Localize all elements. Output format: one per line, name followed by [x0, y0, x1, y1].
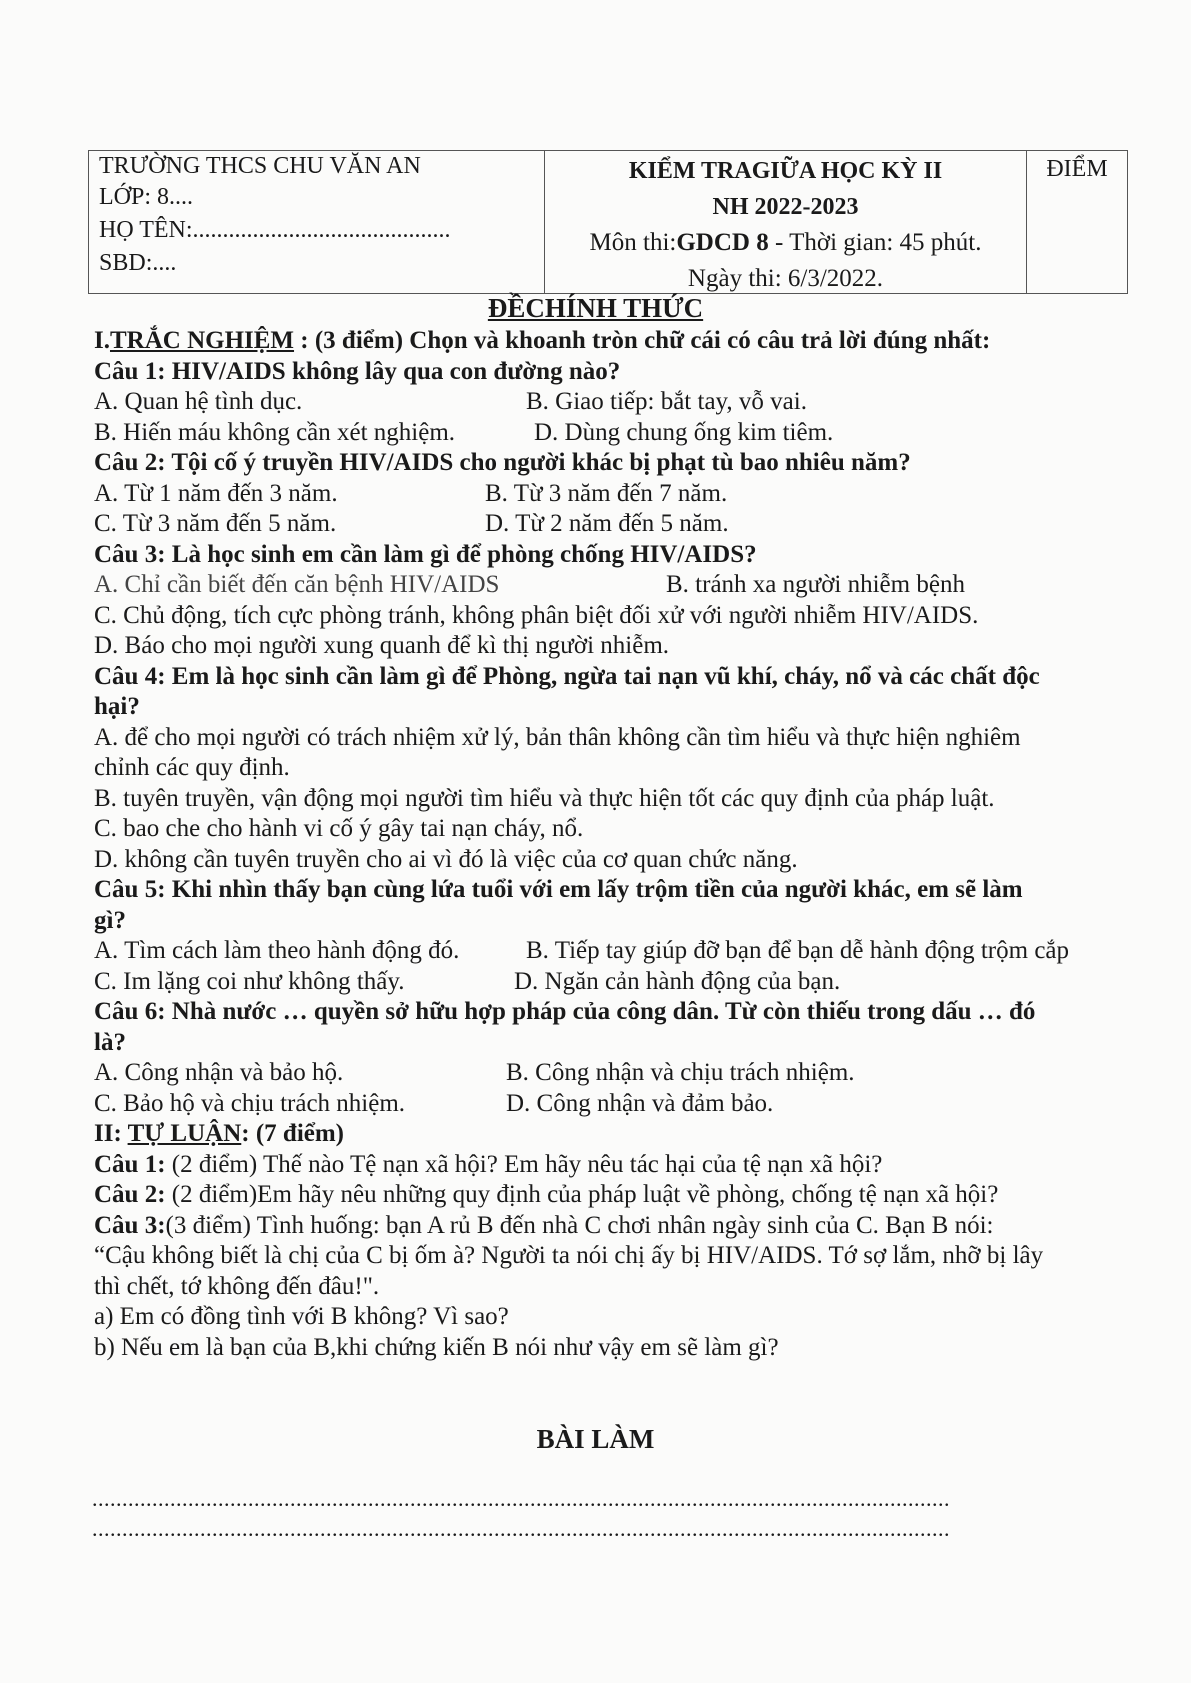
essay-q1-label: Câu 1:	[94, 1150, 166, 1178]
subject-prefix: Môn thi:	[589, 229, 677, 256]
q1-option-c: B. Hiến máu không cần xét nghiệm.	[94, 418, 456, 446]
q5-options-row-1	[94, 936, 1134, 967]
q4-option-b: B. tuyên truyền, vận động mọi người tìm hiểu và thực hiện tốt các quy định của pháp luật.	[94, 784, 995, 812]
q3-option-b: B. tránh xa người nhiễm bệnh	[666, 571, 965, 598]
q1-option-d: D. Dùng chung ống kim tiêm.	[534, 418, 834, 446]
essay-question-3-line-3: thì chết, tớ không đến đâu!".	[94, 1272, 380, 1300]
question-1: Câu 1: HIV/AIDS không lây qua con đường nào?	[94, 357, 621, 385]
essay-question-3-line-1	[94, 1211, 1134, 1242]
q1-option-b: B. Giao tiếp: bắt tay, vỗ vai.	[526, 388, 807, 415]
student-info-cell	[89, 151, 545, 293]
essay-question-1	[94, 1150, 1134, 1181]
essay-q1-text: (2 điểm) Thế nào Tệ nạn xã hội? Em hãy nêu tác hại của tệ nạn xã hội?	[165, 1150, 883, 1178]
name-field: HỌ TÊN:...........................................	[99, 217, 451, 243]
q4-option-c: C. bao che cho hành vi cố ý gây tai nạn cháy, nổ.	[94, 815, 584, 842]
exam-duration: - Thời gian: 45 phút.	[768, 229, 982, 256]
exam-header-table	[88, 150, 1128, 294]
section-1-prefix: I.	[94, 327, 110, 354]
section-2-heading	[94, 1119, 1134, 1150]
essay-q2-text: (2 điểm)Em hãy nêu những quy định của pháp luật về phòng, chống tệ nạn xã hội?	[165, 1181, 999, 1208]
essay-question-2	[94, 1180, 1134, 1211]
document-title: ĐỀCHÍNH THỨC	[487, 293, 704, 323]
essay-q2-label: Câu 2:	[94, 1181, 166, 1208]
q6-options-row-2	[94, 1089, 1134, 1120]
q6-options-row-1	[94, 1058, 1134, 1089]
school-name: TRƯỜNG THCS CHU VĂN AN	[99, 153, 421, 179]
essay-q3-label: Câu 3:	[94, 1211, 166, 1239]
answer-line-1[interactable]: ...............................................................................................................................................	[92, 1486, 950, 1511]
q4-option-d: D. không cần tuyên truyền cho ai vì đó là việc của cơ quan chức năng.	[94, 845, 798, 873]
question-6-line-2: là?	[94, 1028, 126, 1056]
score-label: ĐIỂM	[1046, 156, 1108, 182]
q1-options-row-2	[94, 418, 1134, 449]
question-4-line-1: Câu 4: Em là học sinh cần làm gì để Phòng, ngừa tai nạn vũ khí, cháy, nổ và các chất độc	[94, 662, 1040, 690]
exam-info-cell	[545, 151, 1027, 293]
q2-option-a: A. Từ 1 năm đến 3 năm.	[94, 479, 338, 507]
q1-option-a: A. Quan hệ tình dục.	[94, 388, 303, 415]
q6-option-a: A. Công nhận và bảo hộ.	[94, 1059, 344, 1086]
q6-option-c: C. Bảo hộ và chịu trách nhiệm.	[94, 1089, 406, 1117]
q3-option-a: A. Chỉ cần biết đến căn bệnh HIV/AIDS	[94, 571, 500, 598]
sbd-field: SBD:....	[99, 250, 177, 276]
answer-line-2[interactable]: ...............................................................................................................................................	[92, 1516, 950, 1541]
q3-options-row-1	[94, 570, 1134, 601]
exam-title: KIỂM TRAGIỮA HỌC KỲ II	[628, 158, 943, 184]
answer-section-title: BÀI LÀM	[536, 1424, 655, 1454]
subject-line	[545, 225, 1026, 261]
q3-option-d: D. Báo cho mọi người xung quanh để kì thị người nhiễm.	[94, 632, 670, 659]
question-3: Câu 3: Là học sinh em cần làm gì để phòng chống HIV/AIDS?	[94, 540, 757, 568]
section-1-label: TRẮC NGHIỆM	[109, 327, 295, 354]
class-field: LỚP: 8....	[99, 184, 194, 210]
q1-options-row-1	[94, 387, 1134, 418]
q5-option-c: C. Im lặng coi như không thấy.	[94, 967, 405, 995]
q5-option-d: D. Ngăn cản hành động của bạn.	[514, 967, 841, 995]
school-year: NH 2022-2023	[712, 194, 859, 220]
section-2-points: : (7 điểm)	[241, 1120, 345, 1147]
exam-content	[94, 326, 1134, 1363]
q5-options-row-2	[94, 967, 1134, 998]
q2-option-c: C. Từ 3 năm đến 5 năm.	[94, 510, 337, 537]
q2-options-row-1	[94, 479, 1134, 510]
exam-date: Ngày thi: 6/3/2022.	[687, 265, 884, 292]
section-1-heading	[94, 326, 1134, 357]
q5-option-a: A. Tìm cách làm theo hành động đó.	[94, 937, 460, 964]
q6-option-b: B. Công nhận và chịu trách nhiệm.	[506, 1059, 855, 1086]
question-6-line-1: Câu 6: Nhà nước … quyền sở hữu hợp pháp của công dân. Từ còn thiếu trong dấu … đó	[94, 998, 1036, 1025]
essay-question-3-line-2: “Cậu không biết là chị của C bị ốm à? Người ta nói chị ấy bị HIV/AIDS. Tớ sợ lắm, nhỡ bị lây	[94, 1242, 1044, 1269]
question-5-line-2: gì?	[94, 906, 126, 934]
question-4-line-2: hại?	[94, 693, 140, 720]
section-1-instructions: : (3 điểm) Chọn và khoanh tròn chữ cái có câu trả lời đúng nhất:	[294, 327, 991, 354]
q3-option-c: C. Chủ động, tích cực phòng tránh, không phân biệt đối xử với người nhiễm HIV/AIDS.	[94, 601, 979, 629]
q4-option-a-line-2: chỉnh các quy định.	[94, 754, 290, 781]
q5-option-b: B. Tiếp tay giúp đỡ bạn để bạn dễ hành động trộm cắp	[526, 937, 1070, 964]
essay-q3-text-1: (3 điểm) Tình huống: bạn A rủ B đến nhà C chơi nhân ngày sinh của C. Bạn B nói:	[165, 1211, 994, 1239]
essay-question-3a: a) Em có đồng tình với B không? Vì sao?	[94, 1303, 509, 1330]
question-5-line-1: Câu 5: Khi nhìn thấy bạn cùng lứa tuổi với em lấy trộm tiền của người khác, em sẽ làm	[94, 876, 1023, 903]
question-2: Câu 2: Tội cố ý truyền HIV/AIDS cho người khác bị phạt tù bao nhiêu năm?	[94, 449, 911, 476]
q2-options-row-2	[94, 509, 1134, 540]
subject-name: GDCD 8	[676, 229, 769, 256]
q2-option-d: D. Từ 2 năm đến 5 năm.	[485, 510, 729, 537]
section-2-prefix: II:	[94, 1120, 128, 1147]
score-cell	[1027, 151, 1127, 293]
q2-option-b: B. Từ 3 năm đến 7 năm.	[485, 479, 728, 507]
essay-question-3b: b) Nếu em là bạn của B,khi chứng kiến B nói như vậy em sẽ làm gì?	[94, 1333, 779, 1361]
q4-option-a-line-1: A. để cho mọi người có trách nhiệm xử lý, bản thân không cần tìm hiểu và thực hiện nghiêm	[94, 723, 1021, 751]
section-2-label: TỰ LUẬN	[127, 1120, 242, 1147]
q6-option-d: D. Công nhận và đảm bảo.	[506, 1089, 774, 1117]
